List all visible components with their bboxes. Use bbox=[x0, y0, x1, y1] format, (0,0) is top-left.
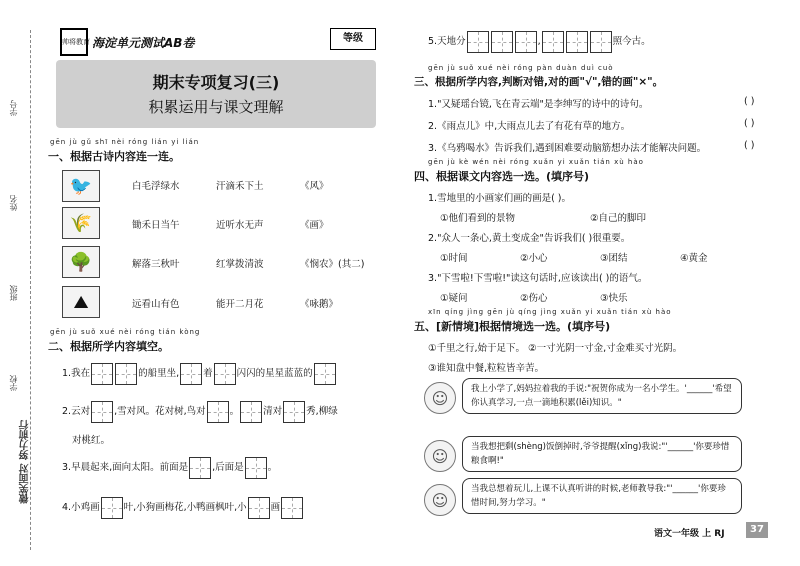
fill-box[interactable] bbox=[189, 457, 211, 479]
q2-text-c: 。 bbox=[229, 406, 240, 417]
poem-line-1b: 汗滴禾下土 bbox=[216, 181, 264, 192]
s2-pinyin: gēn jù suǒ xué nèi róng tián kòng bbox=[50, 328, 201, 336]
fill-box[interactable] bbox=[245, 457, 267, 479]
q4-text-b: 叶,小狗画梅花,小鸭画枫叶,小 bbox=[123, 502, 247, 513]
boy-avatar: ☺ bbox=[424, 440, 456, 472]
s2-title: 二、根据所学内容填空。 bbox=[48, 340, 169, 353]
binding-motto: 微笑面对 努力前行 bbox=[20, 420, 31, 504]
fill-q4 bbox=[62, 496, 304, 520]
s3-item-2: 2.《雨点儿》中,大雨点儿去了有花有草的地方。 bbox=[428, 121, 631, 132]
fill-q2 bbox=[62, 400, 338, 424]
footer-label: 语文一年级 上 RJ bbox=[654, 529, 725, 539]
s3-pinyin: gēn jù suǒ xué nèi róng pàn duàn duì cuò bbox=[428, 64, 614, 72]
picture-bird bbox=[62, 170, 100, 202]
picture-goose bbox=[62, 207, 100, 239]
s5-options-1: ①千里之行,始于足下。 ②一寸光阴一寸金,寸金难买寸光阴。 bbox=[428, 343, 683, 354]
binding-class: 班级 bbox=[9, 285, 18, 301]
q1-text-d: 闪闪的星星蓝蓝的 bbox=[236, 368, 313, 379]
fill-box[interactable] bbox=[314, 363, 336, 385]
q2-num: 2. bbox=[62, 406, 72, 417]
right-page bbox=[400, 0, 800, 566]
logo: 帅将教育 bbox=[60, 28, 88, 56]
s4-q2-opt2: ②小心 bbox=[520, 253, 548, 264]
s5-pinyin: xīn qíng jìng gēn jù qíng jìng xuǎn yi xuǎn tián xù hào bbox=[428, 308, 672, 316]
s4-title: 四、根据课文内容选一选。(填序号) bbox=[414, 170, 590, 183]
fill-box[interactable] bbox=[115, 363, 137, 385]
fill-q5: 5.天地分 , 照今古。 bbox=[428, 30, 651, 54]
poem-line-3a: 解落三秋叶 bbox=[132, 259, 180, 270]
binding-line bbox=[30, 30, 31, 550]
fill-box[interactable] bbox=[180, 363, 202, 385]
fill-box[interactable] bbox=[566, 31, 588, 53]
fill-q1 bbox=[62, 362, 337, 386]
q4-text-c: 画 bbox=[270, 502, 281, 513]
fill-box[interactable] bbox=[283, 401, 305, 423]
poem-title-1: 《风》 bbox=[300, 181, 329, 192]
s4-q3-opt2: ②伤心 bbox=[520, 293, 548, 304]
fill-box[interactable] bbox=[491, 31, 513, 53]
fill-box[interactable] bbox=[248, 497, 270, 519]
s5-title: 五、[新情境]根据情境选一选。(填序号) bbox=[414, 320, 611, 333]
poem-line-2a: 锄禾日当午 bbox=[132, 220, 180, 231]
poem-line-2b: 近听水无声 bbox=[216, 220, 264, 231]
fill-box[interactable] bbox=[542, 31, 564, 53]
binding-school: 学校 bbox=[9, 375, 18, 391]
q2-text-b: ,雪对风。花对树,鸟对 bbox=[114, 406, 206, 417]
binding-student-number: 学号 bbox=[9, 100, 18, 116]
q5-num: 5. bbox=[428, 36, 438, 47]
fill-q3 bbox=[62, 456, 277, 480]
poem-line-1a: 白毛浮绿水 bbox=[132, 181, 180, 192]
s3-title: 三、根据所学内容,判断对错,对的画"√",错的画"×"。 bbox=[414, 76, 664, 88]
bubble-1: 我上小学了,妈妈拉着我的手说:"祝贺你成为一名小学生。'______'希望你认真学习,一点一滴地积累(lěi)知识。" bbox=[462, 378, 742, 414]
s5-options-2: ③谁知盘中餐,粒粒皆辛苦。 bbox=[428, 363, 545, 374]
poem-line-3b: 红掌拨清波 bbox=[216, 259, 264, 270]
page-number: 37 bbox=[746, 522, 768, 538]
fill-box[interactable] bbox=[207, 401, 229, 423]
s3-answer-2[interactable]: ( ) bbox=[744, 118, 755, 129]
binding-name: 姓名 bbox=[9, 195, 18, 211]
s3-answer-3[interactable]: ( ) bbox=[744, 140, 755, 151]
goose-icon: 🌾 bbox=[69, 212, 93, 234]
brand: 海淀单元测试AB卷 bbox=[92, 36, 195, 50]
q2-text-a: 云对 bbox=[71, 406, 91, 417]
fill-box[interactable] bbox=[281, 497, 303, 519]
fill-box[interactable] bbox=[101, 497, 123, 519]
poem-title-2: 《画》 bbox=[300, 220, 329, 231]
fill-box[interactable] bbox=[214, 363, 236, 385]
q2-text-f: 对桃红。 bbox=[72, 435, 111, 446]
s3-answer-1[interactable]: ( ) bbox=[744, 96, 755, 107]
s4-pinyin: gēn jù kè wén nèi róng xuǎn yi xuǎn tián xù hào bbox=[428, 158, 644, 166]
q1-num: 1. bbox=[62, 368, 72, 379]
q2-text-e: 秀,柳绿 bbox=[306, 406, 338, 417]
q1-text-c: 着 bbox=[203, 368, 213, 379]
fill-box[interactable] bbox=[91, 401, 113, 423]
q1-text-a: 我在 bbox=[71, 368, 91, 379]
s3-item-3: 3.《乌鸦喝水》告诉我们,遇到困难要动脑筋想办法才能解决问题。 bbox=[428, 143, 707, 154]
q3-num: 3. bbox=[62, 462, 72, 473]
teacher-avatar: ☺ bbox=[424, 484, 456, 516]
q4-num: 4. bbox=[62, 502, 72, 513]
s1-pinyin: gēn jù gǔ shī nèi róng lián yi lián bbox=[50, 138, 200, 146]
s3-item-1: 1."又疑瑶台镜,飞在青云端"是李绅写的诗中的诗句。 bbox=[428, 99, 649, 110]
s4-q2: 2."众人一条心,黄土变成金"告诉我们( )很重要。 bbox=[428, 233, 631, 244]
grade-label: 等级 bbox=[330, 28, 376, 50]
s4-q1: 1.雪地里的小画家们画的画是( )。 bbox=[428, 193, 571, 204]
fill-box[interactable] bbox=[91, 363, 113, 385]
s4-q1-opt2: ②自己的脚印 bbox=[590, 213, 647, 224]
poem-title-4: 《咏鹅》 bbox=[300, 299, 339, 310]
tree-icon: 🌳 bbox=[69, 251, 93, 273]
q2-text-d: 清对 bbox=[263, 406, 283, 417]
q1-text-b: 的船里坐, bbox=[138, 368, 180, 379]
fill-box[interactable] bbox=[590, 31, 612, 53]
q3-text-a: 早晨起来,面向太阳。前面是 bbox=[71, 462, 189, 473]
s4-q3: 3."下雪啦!下雪啦!"读这句话时,应该读出( )的语气。 bbox=[428, 273, 648, 284]
q5-text-b: 照今古。 bbox=[612, 36, 651, 47]
poem-title-3: 《悯农》(其二) bbox=[300, 259, 365, 270]
girl-avatar: ☺ bbox=[424, 382, 456, 414]
bubble-2: 当我想把剩(shèng)饭倒掉时,爷爷提醒(xǐng)我说:"'______'你要珍惜粮食啊!" bbox=[462, 436, 742, 472]
bird-icon: 🐦 bbox=[69, 175, 93, 197]
s4-q2-opt4: ④黄金 bbox=[680, 253, 708, 264]
picture-mountain bbox=[62, 286, 100, 318]
q5-text-a: 天地分 bbox=[437, 36, 466, 47]
s4-q2-opt3: ③团结 bbox=[600, 253, 628, 264]
q4-text-a: 小鸡画 bbox=[71, 502, 100, 513]
page-title: 期末专项复习(三) bbox=[152, 73, 280, 92]
page-subtitle: 积累运用与课文理解 bbox=[148, 98, 284, 116]
s4-q3-opt1: ①疑问 bbox=[440, 293, 468, 304]
s4-q3-opt3: ③快乐 bbox=[600, 293, 628, 304]
s4-q2-opt1: ①时间 bbox=[440, 253, 468, 264]
s4-q1-opt1: ①他们看到的景物 bbox=[440, 213, 516, 224]
mountain-icon: ⛰ bbox=[73, 291, 89, 313]
q3-text-c: 。 bbox=[267, 462, 278, 473]
poem-line-4b: 能开二月花 bbox=[216, 299, 264, 310]
fill-box[interactable] bbox=[515, 31, 537, 53]
fill-box[interactable] bbox=[467, 31, 489, 53]
picture-tree bbox=[62, 246, 100, 278]
bubble-3: 当我总想着玩儿,上课不认真听讲的时候,老师教导我:"'______'你要珍惜时间,努力学习。" bbox=[462, 478, 742, 514]
fill-box[interactable] bbox=[240, 401, 262, 423]
poem-line-4a: 远看山有色 bbox=[132, 299, 180, 310]
s1-title: 一、根据古诗内容连一连。 bbox=[48, 150, 180, 163]
q3-text-b: ,后面是 bbox=[212, 462, 244, 473]
